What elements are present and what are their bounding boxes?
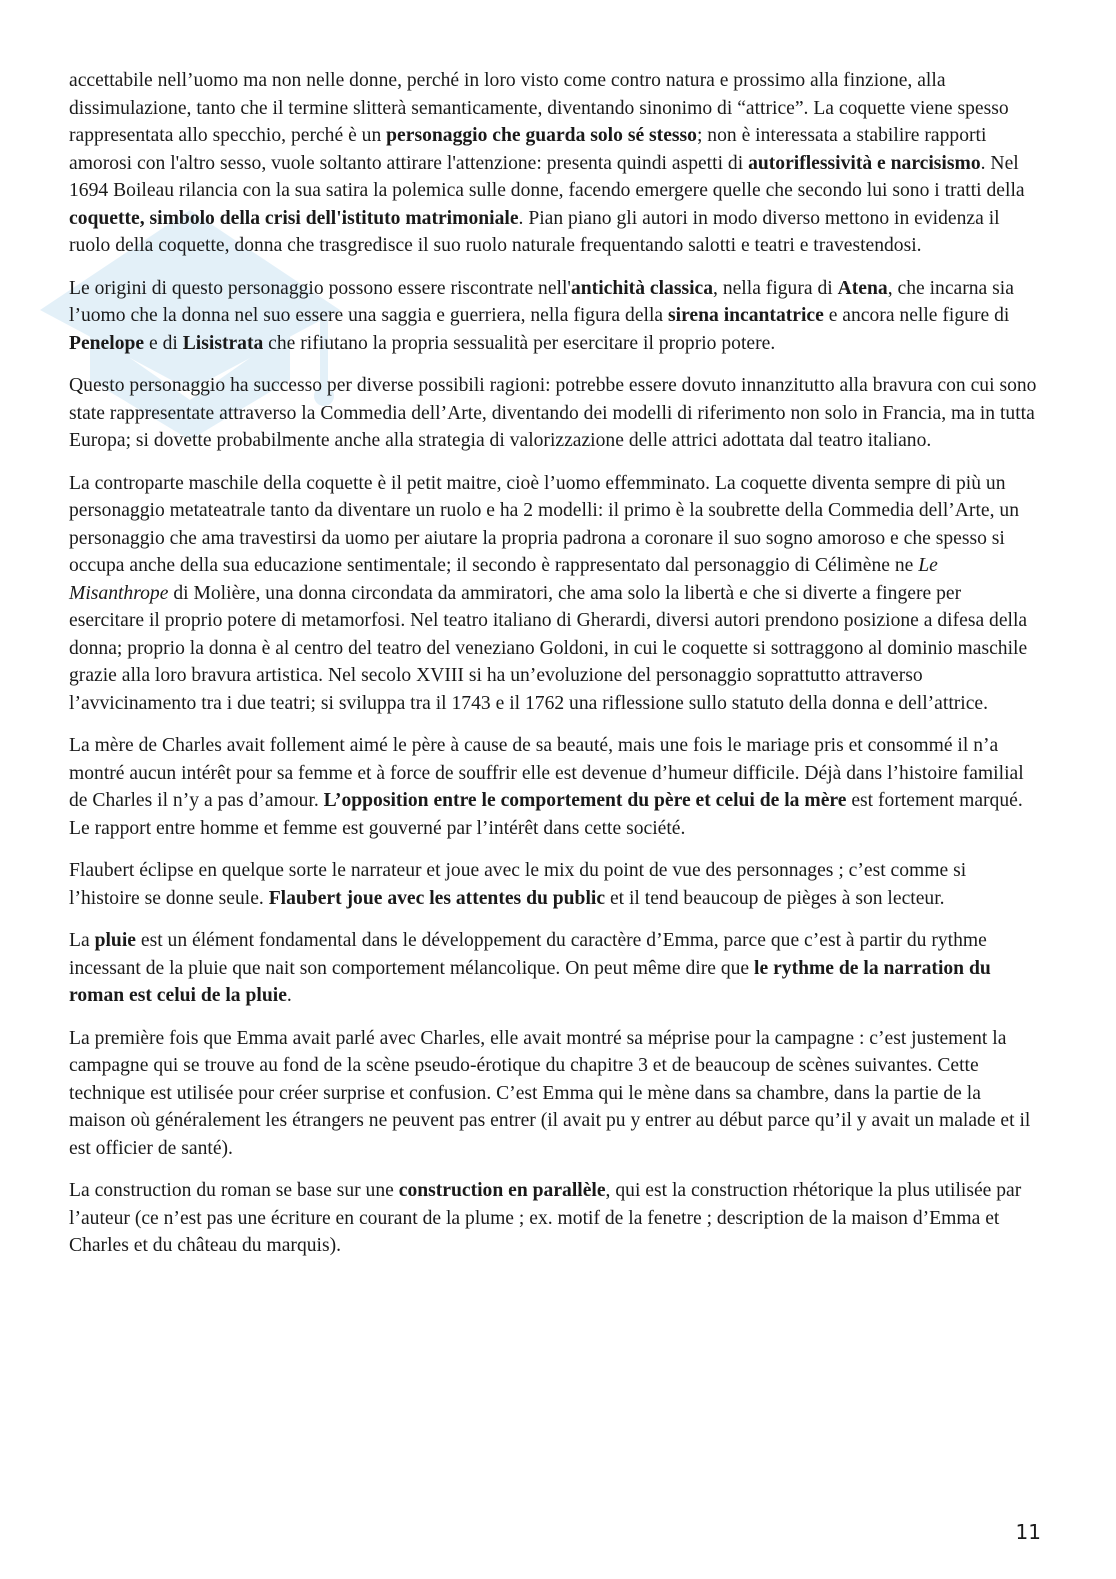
text-run: che rifiutano la propria sessualità per esercitare il proprio potere. — [263, 332, 776, 354]
page-number: 11 — [1015, 1520, 1041, 1544]
paragraph — [69, 372, 1041, 455]
bold-text: Penelope — [69, 332, 145, 354]
text-run: La controparte maschile della coquette è il petit maitre, cioè l’uomo effemminato. La coquette diventa sempre di più un personaggio metateatrale tanto da diventare un ruolo e ha 2 modelli: il primo è la soubrette della Commedia dell’Arte, un personaggio che ama travestirsi da uomo per aiutare la propria padrona a coronare il suo sogno amoroso e che spesso si occupa anche della sua educazione sentimentale; il secondo è rappresentato dal personaggio di Célimène ne — [69, 472, 1019, 576]
text-run: Le origini di questo personaggio possono essere riscontrate nell' — [69, 277, 571, 299]
bold-text: antichità classica — [570, 277, 714, 299]
bold-text: coquette, simbolo della crisi dell'istituto matrimoniale — [69, 207, 519, 229]
bold-text: sirena incantatrice — [668, 305, 824, 326]
text-run: et il tend beaucoup de pièges à son lecteur. — [605, 887, 945, 909]
bold-text: le rythme de la narration du roman est celui de la pluie — [69, 957, 991, 1006]
paragraph — [69, 470, 1041, 718]
paragraph — [69, 857, 1041, 912]
paragraph — [69, 275, 1041, 358]
text-run: , nella figura di — [713, 277, 838, 299]
italic-text: Le Misanthrope — [69, 555, 938, 604]
text-run: accettabile nell’uomo ma non nelle donne, perché in loro visto come contro natura e prossimo alla finzione, alla dissimulazione, tanto che il termine slitterà semanticamente, diventando sinonimo di “attrice”. La coquette viene spesso rappresentata allo specchio, perché è un — [69, 70, 1009, 146]
bold-text: Atena — [837, 277, 888, 299]
bold-text: construction en parallèle — [398, 1180, 606, 1201]
bold-text: autoriflessività e narcisismo — [748, 152, 981, 174]
text-run: . Nel 1694 Boileau rilancia con la sua satira la polemica sulle donne, facendo emergere quelle che secondo lui sono i tratti della — [69, 152, 1025, 201]
bold-text: personaggio che guarda solo sé stesso — [386, 125, 697, 146]
text-run: Flaubert éclipse en quelque sorte le narrateur et joue avec le mix du point de vue des personnages ; c’est comme si l’histoire se donne seule. — [69, 860, 967, 909]
paragraph — [69, 1025, 1041, 1163]
text-run: La mère de Charles avait follement aimé le père à cause de sa beauté, mais une fois le mariage pris et consommé il n’a montré aucun intérêt pour sa femme et à force de souffrir elle est devenue d’humeur difficile. Déjà dans l’histoire familial de Charles il n’y a pas d’amour. — [69, 735, 1024, 811]
text-run: Questo personaggio ha successo per diverse possibili ragioni: potrebbe essere dovuto innanzitutto alla bravura con cui sono state rappresentate attraverso la Commedia dell’Arte, diventando dei modelli di riferimento non solo in Francia, ma in tutta Europa; si dovette probabilmente anche alla strategia di valorizzazione delle attrici adottata dal teatro italiano. — [69, 375, 1037, 451]
text-run: , qui est la construction rhétorique la plus utilisée par l’auteur (ce n’est pas une écriture en courant de la plume ; ex. motif de la fenetre ; description de la maison d’Emma et Charles et du château du marquis). — [69, 1180, 1022, 1256]
text-run: di Molière, una donna circondata da ammiratori, che ama solo la libertà e che si diverte a fingere per esercitare il proprio potere di metamorfosi. Nel teatro italiano di Gherardi, diversi autori prendono posizione a difesa della donna; proprio la donna è al centro del teatro del veneziano Goldoni, in cui le coquette si sottraggono al dominio maschile grazie alla loro bravura artistica. Nel secolo XVIII si ha un’evoluzione del personaggio soprattutto attraverso l’avvicinamento tra i due teatri; si sviluppa tra il 1743 e il 1762 una riflessione sullo statuto della donna e dell’attrice. — [69, 582, 1028, 714]
bold-text: pluie — [94, 930, 136, 951]
text-run: e di — [144, 332, 183, 354]
text-run: . — [286, 985, 292, 1006]
text-run: La première fois que Emma avait parlé avec Charles, elle avait montré sa méprise pour la campagne : c’est justement la campagne qui se trouve au fond de la scène pseudo-érotique du chapitre 3 et de beaucoup de scènes suivantes. Cette technique est utilisée pour créer surprise et confusion. C’est Emma qui le mène dans sa chambre, dans la partie de la maison où généralement les étrangers ne peuvent pas entrer (il avait pu y entrer au début parce qu’il y avait un malade et il est officier de santé). — [69, 1027, 1031, 1159]
bold-text: L’opposition entre le comportement du père et celui de la mère — [323, 790, 847, 811]
text-run: est fortement marqué. Le rapport entre homme et femme est gouverné par l’intérêt dans cette société. — [69, 790, 1023, 839]
bold-text: Lisistrata — [182, 332, 264, 354]
document-body — [69, 67, 1041, 1275]
paragraph — [69, 67, 1041, 260]
text-run: e ancora nelle figure di — [823, 305, 1010, 326]
paragraph — [69, 927, 1041, 1010]
text-run: La construction du roman se base sur une — [69, 1180, 399, 1201]
text-run: ; non è interessata a stabilire rapporti amorosi con l'altro sesso, vuole soltanto attirare l'attenzione: presenta quindi aspetti di — [69, 125, 987, 174]
text-run: , che incarna sia l’uomo che la donna nel suo essere una saggia e guerriera, nella figura della — [69, 277, 1014, 326]
text-run: La — [69, 930, 95, 951]
paragraph — [69, 732, 1041, 842]
text-run: est un élément fondamental dans le développement du caractère d’Emma, parce que c’est à partir du rythme incessant de la pluie que nait son comportement mélancolique. On peut même dire que — [69, 930, 987, 979]
paragraph — [69, 1177, 1041, 1260]
bold-text: Flaubert joue avec les attentes du public — [268, 887, 606, 909]
text-run: . Pian piano gli autori in modo diverso mettono in evidenza il ruolo della coquette, donna che trasgredisce il suo ruolo naturale frequentando salotti e teatri e travestendosi. — [69, 207, 1000, 256]
